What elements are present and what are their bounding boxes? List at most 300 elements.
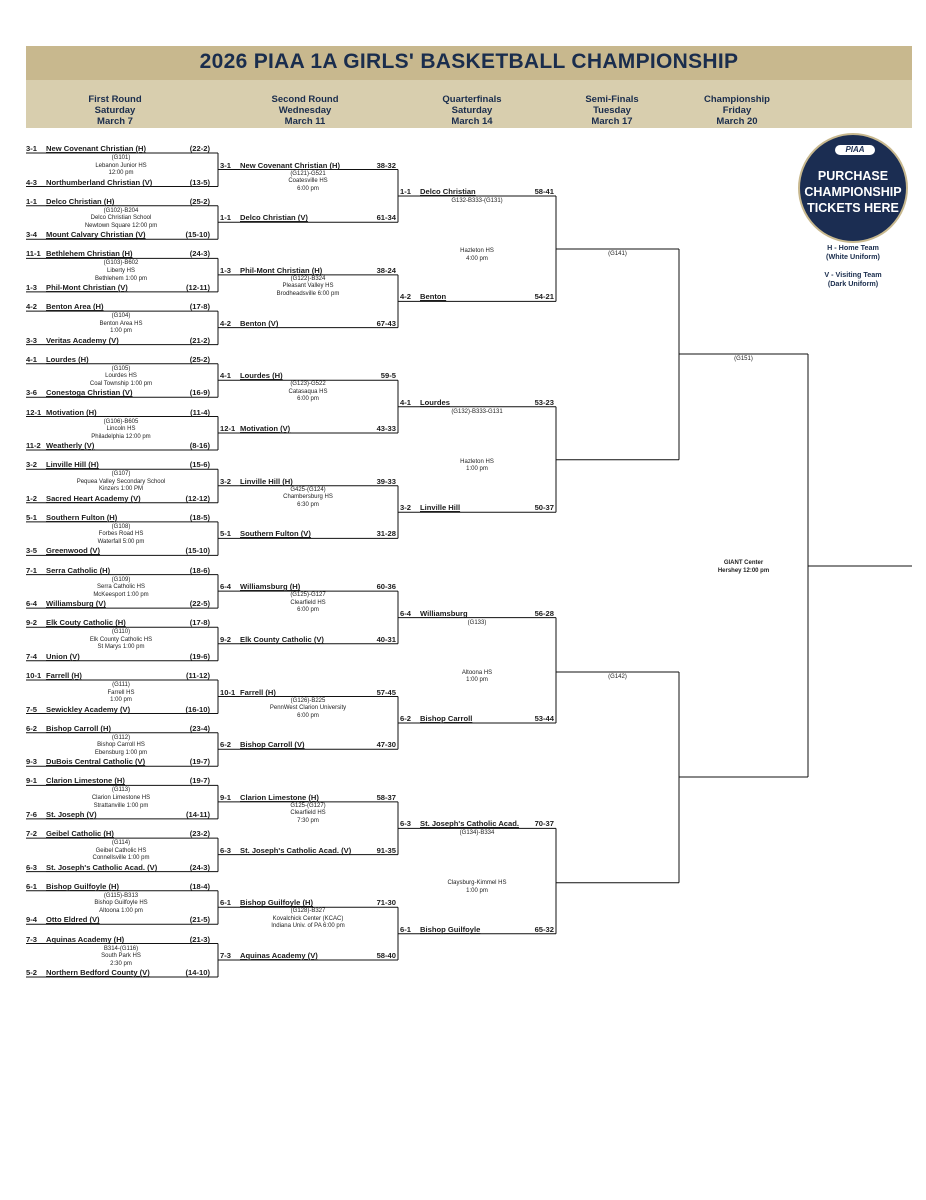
round-header-championship: Championship Friday March 20 xyxy=(704,94,770,127)
team-seed: 4-2 xyxy=(220,318,231,328)
first-round-team-away[interactable] xyxy=(26,546,210,555)
first-round-team-away[interactable] xyxy=(26,441,210,450)
team-seed: 10-1 xyxy=(26,671,42,680)
game-code: (G134)-B334 xyxy=(459,830,495,837)
team-record: (8-16) xyxy=(189,441,210,450)
first-round-game-info xyxy=(26,893,216,916)
game-info-line: Coatesville HS xyxy=(288,178,328,185)
team-seed: 6-2 xyxy=(220,740,231,750)
team-record: (17-8) xyxy=(189,618,210,628)
first-round-game-info xyxy=(26,787,216,810)
first-round-game-info xyxy=(26,366,216,389)
first-round-team-away[interactable] xyxy=(26,283,210,292)
semifinal-game-code xyxy=(556,674,679,682)
first-round-team-home[interactable] xyxy=(26,408,210,417)
team-name: Greenwood (V) xyxy=(46,546,101,556)
game-info-line: (G107) xyxy=(111,471,131,478)
team-name: Bishop Carroll xyxy=(420,714,473,723)
team-name: Lourdes (H) xyxy=(240,371,283,381)
game-code: (G151) xyxy=(734,356,753,362)
game-info-line: 1:00 pm xyxy=(466,887,488,894)
team-seed: 6-1 xyxy=(26,881,37,891)
game-info-line: 1:00 pm xyxy=(466,466,488,473)
team-name: Bishop Carroll (H) xyxy=(46,723,111,733)
game-info-line: Bethlehem 1:00 pm xyxy=(94,275,148,282)
game-info-line: 6:00 pm xyxy=(297,712,319,719)
team-record: (23-2) xyxy=(189,829,210,839)
second-round-team-home[interactable] xyxy=(220,266,396,275)
team-seed: 6-4 xyxy=(26,599,37,609)
team-seed: 10-1 xyxy=(220,687,236,697)
team-seed: 6-2 xyxy=(400,714,411,723)
team-name: St. Joseph's Catholic Acad. (V) xyxy=(240,845,352,855)
team-record: 58-41 xyxy=(534,187,554,196)
quarterfinal-team[interactable] xyxy=(400,187,554,196)
first-round-team-away[interactable] xyxy=(26,757,210,766)
game-info-line: Catasaqua HS xyxy=(288,388,328,395)
game-info-line: Serra Catholic HS xyxy=(96,584,146,591)
first-round-team-away[interactable] xyxy=(26,230,210,239)
team-record: 31-28 xyxy=(376,529,396,539)
second-round-game-info xyxy=(218,908,398,931)
game-info-line: 6:00 pm xyxy=(297,607,319,614)
team-record: 70-37 xyxy=(534,819,554,829)
second-round-team-away[interactable] xyxy=(220,319,396,328)
team-name: Williamsburg xyxy=(420,608,468,618)
team-record: (21-2) xyxy=(189,335,210,345)
game-info-line: Hazleton HS xyxy=(460,248,494,254)
team-record: 53-23 xyxy=(534,397,554,407)
team-seed: 6-3 xyxy=(220,845,231,855)
game-info-line: (G122)-B324 xyxy=(290,275,326,282)
first-round-team-home[interactable] xyxy=(26,355,210,364)
team-record: 50-37 xyxy=(534,503,554,513)
quarterfinal-team[interactable] xyxy=(400,819,554,828)
first-round-team-home[interactable] xyxy=(26,460,210,469)
quarterfinal-game-code xyxy=(398,620,556,628)
game-info-line: (G113) xyxy=(111,787,131,794)
team-record: 67-43 xyxy=(376,318,396,328)
first-round-team-home[interactable] xyxy=(26,935,210,944)
second-round-team-home[interactable] xyxy=(220,477,396,486)
first-round-game-info xyxy=(26,682,216,705)
first-round-team-away[interactable] xyxy=(26,705,210,714)
team-seed: 1-1 xyxy=(220,213,231,223)
team-seed: 5-2 xyxy=(26,968,37,977)
team-seed: 7-5 xyxy=(26,704,37,714)
game-info-line: Waterfall 5:00 pm xyxy=(97,539,145,546)
first-round-game-info xyxy=(26,577,216,600)
legend-home: H - Home Team (White Uniform) xyxy=(826,243,880,261)
venue-name: GIANT Center xyxy=(723,560,764,566)
team-seed: 7-3 xyxy=(26,934,37,944)
quarterfinal-team[interactable] xyxy=(400,398,554,407)
purchase-tickets-badge[interactable] xyxy=(798,133,908,243)
game-info-line: Geibel Catholic HS xyxy=(95,847,147,854)
game-info-line: (G125)-G127 xyxy=(290,592,326,599)
team-record: (23-4) xyxy=(189,723,210,733)
team-seed: 9-2 xyxy=(220,634,231,644)
team-record: (12-11) xyxy=(185,282,210,292)
badge-line: PURCHASE xyxy=(817,169,889,183)
team-name: Phil-Mont Christian (V) xyxy=(46,282,128,292)
game-info-line: Philadelphia 12:00 pm xyxy=(91,433,151,440)
first-round-game-info xyxy=(26,524,216,547)
team-record: (14-10) xyxy=(185,968,210,977)
second-round-team-away[interactable] xyxy=(220,846,396,855)
game-info-line: Ebensburg 1:00 pm xyxy=(94,749,148,756)
team-seed: 6-1 xyxy=(220,898,231,908)
second-round-team-home[interactable] xyxy=(220,371,396,380)
game-info-line: (G101) xyxy=(111,155,131,161)
second-round-team-away[interactable] xyxy=(220,529,396,538)
game-info-line: 1:00 pm xyxy=(466,677,488,684)
game-info-line: Bishop Guilfoyle HS xyxy=(94,900,148,907)
team-name: Bishop Guilfoyle (H) xyxy=(240,898,313,908)
team-seed: 3-1 xyxy=(26,144,37,153)
team-record: 54-21 xyxy=(534,292,554,302)
team-record: (21-3) xyxy=(189,934,210,944)
team-name: Farrell (H) xyxy=(46,671,82,680)
team-name: Northern Bedford County (V) xyxy=(46,968,150,977)
team-record: 39-33 xyxy=(376,476,396,486)
team-record: 43-33 xyxy=(376,424,396,433)
team-name: New Covenant Christian (H) xyxy=(240,160,340,170)
team-seed: 9-4 xyxy=(26,915,37,925)
team-seed: 5-1 xyxy=(220,529,231,539)
team-record: (18-6) xyxy=(189,565,210,575)
team-name: Lourdes (H) xyxy=(46,354,89,364)
quarterfinal-game-code xyxy=(398,409,556,417)
team-record: 38-32 xyxy=(376,160,396,170)
team-record: 38-24 xyxy=(376,265,396,275)
game-info-line: (G105) xyxy=(111,365,131,372)
team-record: (15-10) xyxy=(185,546,210,556)
team-record: (19-7) xyxy=(189,776,210,786)
game-code: (G141) xyxy=(608,251,627,257)
game-info-line: Lourdes HS xyxy=(105,373,137,380)
team-name: Aquinas Academy (V) xyxy=(240,951,318,960)
first-round-team-home[interactable] xyxy=(26,618,210,627)
game-info-line: (G123)-G522 xyxy=(290,381,326,388)
first-round-game-info xyxy=(26,946,216,969)
team-record: (22-5) xyxy=(189,599,210,609)
team-name: Bishop Carroll (V) xyxy=(240,740,305,750)
second-round-team-away[interactable] xyxy=(220,951,396,960)
game-info-line: McKeesport 1:00 pm xyxy=(93,591,149,598)
first-round-team-away[interactable] xyxy=(26,652,210,661)
game-info-line: 6:00 pm xyxy=(297,396,319,403)
game-info-line: Benton Area HS xyxy=(99,320,143,327)
team-seed: 11-2 xyxy=(26,441,41,450)
game-info-line: (G111) xyxy=(112,682,130,688)
game-info-line: Hazleton HS xyxy=(460,458,494,465)
team-record: (24-3) xyxy=(189,862,210,872)
team-record: 65-32 xyxy=(534,924,554,934)
quarterfinal-game-info xyxy=(398,880,556,895)
team-name: Southern Fulton (V) xyxy=(240,529,311,539)
team-record: (21-5) xyxy=(189,915,210,925)
first-round-team-away[interactable] xyxy=(26,494,210,503)
quarterfinal-team[interactable] xyxy=(400,925,554,934)
team-name: Elk Couty Catholic (H) xyxy=(46,618,126,628)
team-seed: 3-5 xyxy=(26,546,37,556)
first-round-game-info xyxy=(26,260,216,283)
second-round-team-away[interactable] xyxy=(220,213,396,222)
team-seed: 11-1 xyxy=(26,249,41,259)
first-round-team-home[interactable] xyxy=(26,671,210,680)
second-round-team-away[interactable] xyxy=(220,424,396,433)
first-round-team-away[interactable] xyxy=(26,336,210,345)
second-round-team-home[interactable] xyxy=(220,688,396,697)
team-name: Southern Fulton (H) xyxy=(46,512,118,522)
team-name: St. Joseph (V) xyxy=(46,809,97,819)
second-round-team-home[interactable] xyxy=(220,582,396,591)
team-seed: 3-2 xyxy=(220,476,231,486)
team-seed: 1-2 xyxy=(26,493,37,503)
first-round-team-home[interactable] xyxy=(26,882,210,891)
team-name: Sewickley Academy (V) xyxy=(46,704,131,714)
game-code: (G133) xyxy=(467,619,487,626)
game-info-line: Altoona HS xyxy=(461,669,493,676)
game-code: (G142) xyxy=(608,674,627,680)
first-round-team-home[interactable] xyxy=(26,776,210,785)
quarterfinal-team[interactable] xyxy=(400,609,554,618)
game-info-line: (G121)-G521 xyxy=(290,170,326,177)
team-name: Williamsburg (H) xyxy=(240,582,301,592)
game-info-line: 1:00 pm xyxy=(110,328,132,335)
semifinal-game-code xyxy=(556,251,679,259)
second-round-team-home[interactable] xyxy=(220,793,396,802)
team-record: (25-2) xyxy=(189,196,210,206)
game-info-line: South Park HS xyxy=(101,953,141,960)
team-seed: 9-1 xyxy=(220,792,231,802)
team-seed: 7-3 xyxy=(220,951,231,960)
team-name: Union (V) xyxy=(46,651,80,661)
round-header-second: Second Round Wednesday March 11 xyxy=(271,94,339,127)
game-info-line: St Marys 1:00 pm xyxy=(97,644,145,651)
game-info-line: Newtown Square 12:00 pm xyxy=(84,222,158,229)
game-info-line: 2:30 pm xyxy=(110,960,132,967)
team-name: Sacred Heart Academy (V) xyxy=(46,493,141,503)
first-round-team-home[interactable] xyxy=(26,724,210,733)
team-seed: 6-3 xyxy=(26,862,37,872)
first-round-game-info xyxy=(26,155,216,178)
quarterfinal-game-code xyxy=(398,830,556,838)
team-seed: 7-1 xyxy=(26,565,37,575)
team-name: Williamsburg (V) xyxy=(46,599,106,609)
first-round-team-away[interactable] xyxy=(26,810,210,819)
game-info-line: Kinzers 1:00 PM xyxy=(98,486,144,493)
first-round-team-away[interactable] xyxy=(26,863,210,872)
team-record: (13-5) xyxy=(189,177,210,187)
game-info-line: (G108) xyxy=(111,523,131,530)
quarterfinal-team[interactable] xyxy=(400,292,554,301)
team-record: 57-45 xyxy=(376,687,396,697)
team-seed: 6-3 xyxy=(400,819,411,829)
team-seed: 9-1 xyxy=(26,776,37,786)
game-info-line: G425-(G124) xyxy=(290,486,326,493)
team-record: (15-6) xyxy=(189,460,210,470)
second-round-game-info xyxy=(218,592,398,615)
second-round-team-away[interactable] xyxy=(220,635,396,644)
game-info-line: (G110) xyxy=(111,629,131,636)
game-info-line: 4:00 pm xyxy=(466,255,488,262)
game-info-line: G125-(G127) xyxy=(290,802,326,809)
game-info-line: Elk County Catholic HS xyxy=(89,636,153,643)
piaa-logo: PIAA xyxy=(835,145,875,155)
first-round-game-info xyxy=(26,419,216,442)
first-round-team-home[interactable] xyxy=(26,829,210,838)
team-name: St. Joseph's Catholic Acad. xyxy=(420,819,520,829)
first-round-team-away[interactable] xyxy=(26,915,210,924)
game-info-line: (G104) xyxy=(111,313,131,320)
team-name: DuBois Central Catholic (V) xyxy=(46,757,146,767)
first-round-team-home[interactable] xyxy=(26,302,210,311)
game-info-line: Strattanville 1:00 pm xyxy=(93,802,149,809)
quarterfinal-team[interactable] xyxy=(400,503,554,512)
team-seed: 4-2 xyxy=(400,292,411,302)
team-seed: 3-3 xyxy=(26,335,37,345)
first-round-team-away[interactable] xyxy=(26,599,210,608)
team-name: Clarion Limestone (H) xyxy=(240,792,319,802)
team-record: 91-35 xyxy=(376,845,396,855)
game-info-line: Liberty HS xyxy=(106,267,135,274)
team-name: Benton xyxy=(420,292,447,302)
team-name: Geibel Catholic (H) xyxy=(46,829,114,839)
team-name: Veritas Academy (V) xyxy=(46,335,119,345)
game-info-line: Kovalchick Center (KCAC) xyxy=(272,915,344,922)
team-record: 71-30 xyxy=(376,898,396,908)
team-name: Mount Calvary Christian (V) xyxy=(46,230,146,240)
team-record: 40-31 xyxy=(376,634,396,644)
game-info-line: (G106)-B605 xyxy=(103,418,139,425)
team-record: (12-12) xyxy=(185,493,210,503)
second-round-game-info xyxy=(218,381,398,404)
team-name: Linville Hill (H) xyxy=(240,476,293,486)
team-name: Motivation (H) xyxy=(46,407,97,417)
game-info-line: (G128)-B327 xyxy=(290,908,326,915)
team-seed: 7-4 xyxy=(26,651,37,661)
second-round-team-away[interactable] xyxy=(220,740,396,749)
team-seed: 6-4 xyxy=(220,582,231,592)
team-record: 53-44 xyxy=(534,714,554,723)
first-round-game-info xyxy=(26,840,216,863)
team-record: 58-37 xyxy=(376,792,396,802)
team-seed: 3-6 xyxy=(26,388,37,398)
game-info-line: 7:30 pm xyxy=(297,818,319,825)
game-info-line: Indiana Univ. of PA 6:00 pm xyxy=(271,923,345,930)
quarterfinal-game-code xyxy=(398,198,556,206)
first-round-team-home[interactable] xyxy=(26,513,210,522)
second-round-game-info xyxy=(218,276,398,299)
team-record: (24-3) xyxy=(189,249,210,259)
team-seed: 4-1 xyxy=(220,371,231,381)
team-seed: 7-6 xyxy=(26,809,37,819)
game-info-line: (G126)-B225 xyxy=(290,697,326,704)
quarterfinal-game-info xyxy=(398,670,556,685)
team-name: Bishop Guilfoyle (H) xyxy=(46,881,119,891)
first-round-team-away[interactable] xyxy=(26,968,210,977)
team-record: (17-8) xyxy=(189,302,210,312)
team-name: Conestoga Christian (V) xyxy=(46,388,133,398)
game-info-line: Farrell HS xyxy=(107,689,135,696)
team-seed: 7-2 xyxy=(26,829,37,839)
team-name: Delco Christian (V) xyxy=(240,213,308,223)
team-name: Benton Area (H) xyxy=(46,302,104,312)
badge-line: TICKETS HERE xyxy=(807,201,899,215)
second-round-team-home[interactable] xyxy=(220,161,396,170)
team-seed: 4-1 xyxy=(26,354,37,364)
game-info-line: Chambersburg HS xyxy=(283,494,333,501)
first-round-game-info xyxy=(26,208,216,231)
first-round-team-home[interactable] xyxy=(26,249,210,258)
team-record: (14-11) xyxy=(185,809,210,819)
team-seed: 12-1 xyxy=(26,407,42,417)
game-info-line: 6:30 pm xyxy=(297,501,319,508)
team-name: Bethlehem Christian (H) xyxy=(46,249,133,259)
first-round-game-info xyxy=(26,735,216,758)
team-seed: 6-1 xyxy=(400,924,411,934)
team-record: (16-10) xyxy=(185,704,210,714)
round-header-semifinals: Semi-Finals Tuesday March 17 xyxy=(585,94,639,127)
first-round-team-home[interactable] xyxy=(26,566,210,575)
game-info-line: Lebanon Junior HS xyxy=(95,162,147,169)
team-name: Delco Christian xyxy=(420,187,476,196)
first-round-team-away[interactable] xyxy=(26,388,210,397)
game-info-line: Coal Township 1:00 pm xyxy=(89,380,153,387)
championship-venue xyxy=(679,560,808,575)
team-record: (18-4) xyxy=(189,881,210,891)
team-seed: 12-1 xyxy=(220,424,236,433)
quarterfinal-team[interactable] xyxy=(400,714,554,723)
team-record: 47-30 xyxy=(376,740,396,750)
team-name: Bishop Guilfoyle xyxy=(420,924,481,934)
team-name: Motivation (V) xyxy=(240,424,291,433)
team-name: St. Joseph's Catholic Acad. (V) xyxy=(46,862,158,872)
second-round-game-info xyxy=(218,698,398,721)
game-info-line: Forbes Road HS xyxy=(98,531,144,538)
team-seed: 1-1 xyxy=(400,187,411,196)
game-info-line: (G103)-B602 xyxy=(103,260,139,267)
game-info-line: Clarion Limestone HS xyxy=(91,794,151,801)
first-round-game-info xyxy=(26,471,216,494)
game-info-line: Claysburg-Kimmel HS xyxy=(447,880,507,887)
game-code: G132-B333-(G131) xyxy=(451,198,503,204)
game-info-line: Pequea Valley Secondary School xyxy=(76,478,166,485)
team-seed: 1-1 xyxy=(26,196,37,206)
team-seed: 4-1 xyxy=(400,397,411,407)
first-round-team-away[interactable] xyxy=(26,178,210,187)
team-name: Serra Catholic (H) xyxy=(46,565,111,575)
game-info-line: (G114) xyxy=(111,840,131,847)
team-name: Clarion Limestone (H) xyxy=(46,776,125,786)
championship-game-code xyxy=(679,356,808,364)
first-round-team-home[interactable] xyxy=(26,197,210,206)
second-round-game-info xyxy=(218,803,398,826)
game-info-line: (G102)-B204 xyxy=(103,207,139,214)
second-round-game-info xyxy=(218,171,398,194)
team-name: Weatherly (V) xyxy=(46,441,95,450)
team-seed: 9-3 xyxy=(26,757,37,767)
team-record: 59-5 xyxy=(380,371,396,381)
first-round-team-home[interactable] xyxy=(26,144,210,153)
second-round-team-home[interactable] xyxy=(220,898,396,907)
team-seed: 6-4 xyxy=(400,608,411,618)
game-info-line: B314-(G116) xyxy=(103,945,139,952)
team-record: 61-34 xyxy=(376,213,396,223)
team-record: (25-2) xyxy=(189,354,210,364)
